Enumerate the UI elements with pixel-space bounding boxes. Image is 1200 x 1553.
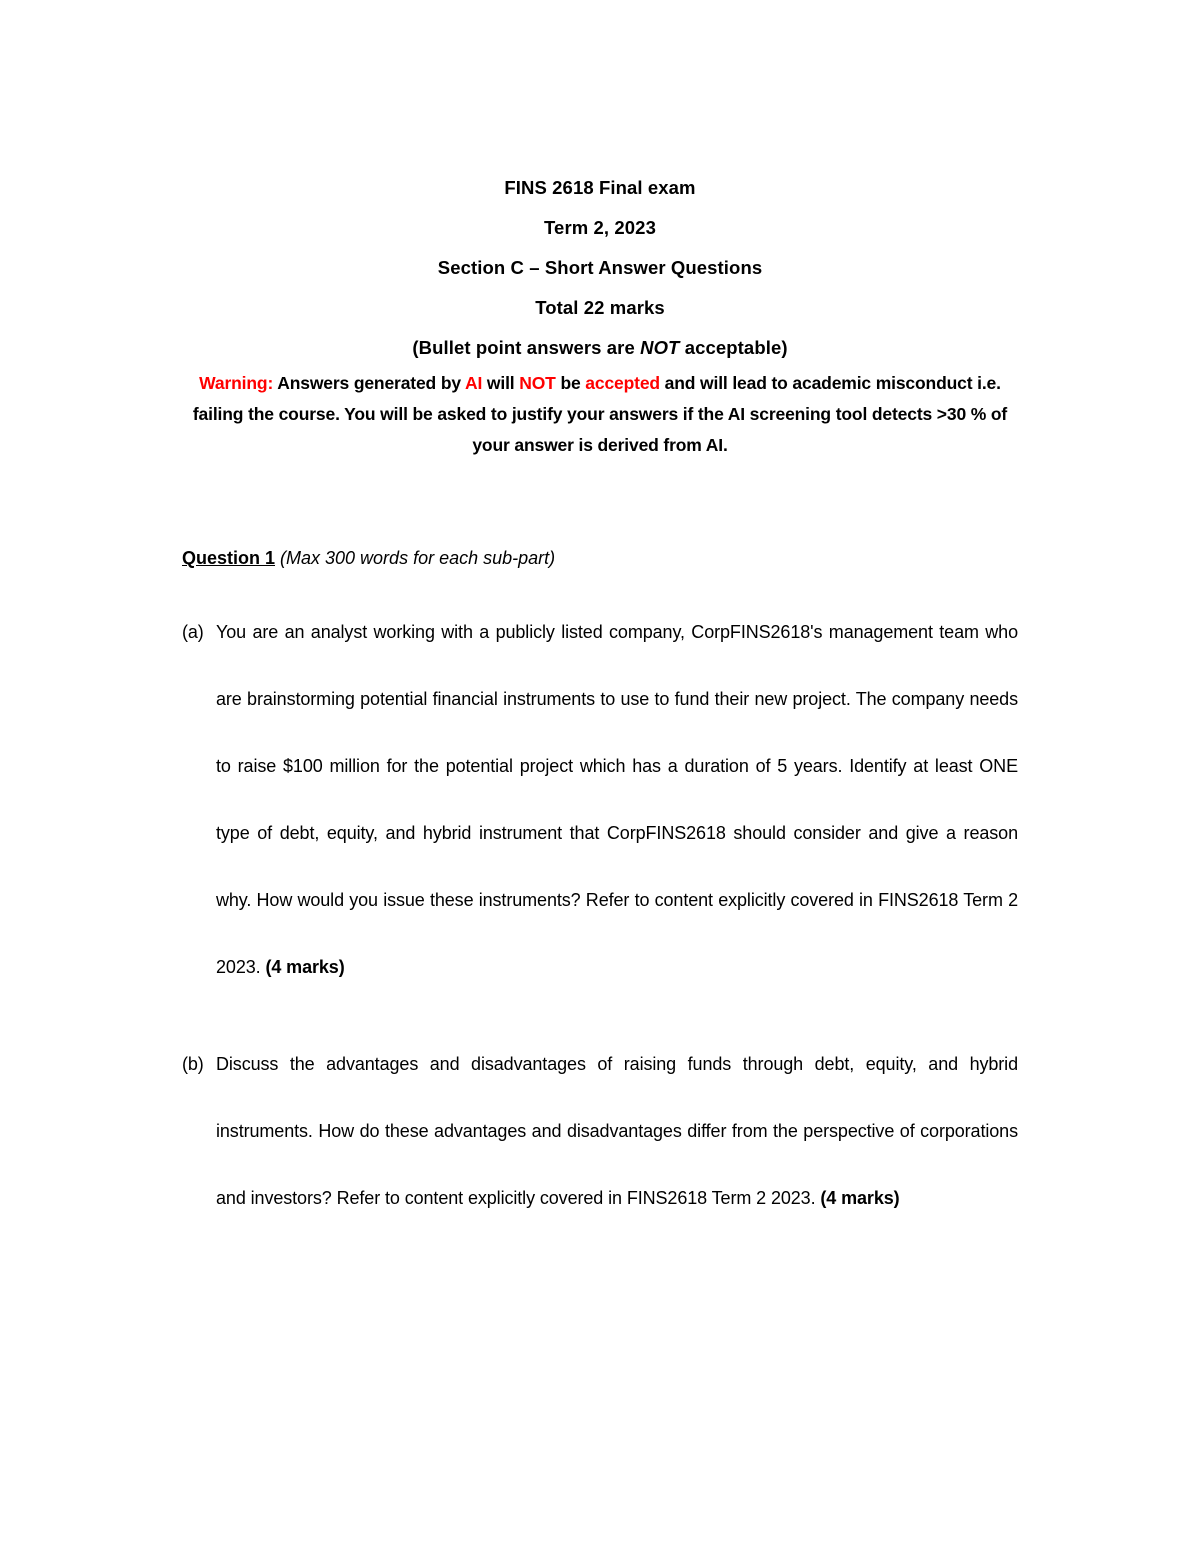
- exam-title-line-4: Total 22 marks: [535, 297, 665, 318]
- part-b-text: [216, 1031, 1018, 1232]
- question-1-part-a: [182, 599, 1018, 1001]
- warning-segment-2: will: [482, 373, 520, 393]
- warning-not-word: NOT: [519, 373, 556, 393]
- exam-title-line-2: Term 2, 2023: [544, 217, 656, 238]
- warning-ai-word: AI: [465, 373, 483, 393]
- warning-segment-4: and will lead to academic misconduct i.e. failing the course. You will be asked to justify your answers if the AI screening tool detects >30 % of your answer is derived from AI.: [192, 373, 1008, 455]
- part-b-marker: (b): [182, 1054, 204, 1074]
- bullet-note-after: acceptable): [679, 337, 788, 358]
- exam-title-line-3: Section C – Short Answer Questions: [437, 257, 763, 278]
- question-1-part-b: [182, 1031, 1018, 1232]
- bullet-note-before: (Bullet point answers are: [412, 337, 641, 358]
- bullet-point-note: [182, 328, 1018, 368]
- warning-segment-3: be: [555, 373, 586, 393]
- part-a-marker: (a): [182, 622, 204, 642]
- part-b-marks: (4 marks): [820, 1188, 900, 1208]
- warning-segment-1: Answers generated by: [273, 373, 465, 393]
- exam-title-line-1: FINS 2618 Final exam: [504, 177, 696, 198]
- bullet-note-emphasis: NOT: [640, 337, 680, 358]
- document-content: [182, 168, 1018, 1232]
- warning-accepted-word: accepted: [585, 373, 660, 393]
- part-a-body: You are an analyst working with a publicly listed company, CorpFINS2618's management team who are brainstorming potential financial instruments to use to fund their new project. The company needs to raise $100 million for the potential project which has a duration of 5 years. Identify at least ONE type of debt, equity, and hybrid instrument that CorpFINS2618 should consider and give a reason why. How would you issue these instruments? Refer to content explicitly covered in FINS2618 Term 2 2023.: [216, 622, 1018, 977]
- question-1-heading: [182, 544, 1018, 572]
- exam-title-block: [182, 168, 1018, 368]
- part-a-text: [216, 599, 1018, 1001]
- ai-warning-paragraph: [182, 368, 1018, 461]
- part-a-marks: (4 marks): [265, 957, 345, 977]
- question-1-label: Question 1: [182, 548, 276, 568]
- question-1-note: (Max 300 words for each sub-part): [275, 548, 556, 568]
- part-b-body: Discuss the advantages and disadvantages of raising funds through debt, equity, and hybrid instruments. How do these advantages and disadvantages differ from the perspective of corporations and investors? Refer to content explicitly covered in FINS2618 Term 2 2023.: [216, 1054, 1018, 1208]
- warning-label: Warning:: [199, 373, 274, 393]
